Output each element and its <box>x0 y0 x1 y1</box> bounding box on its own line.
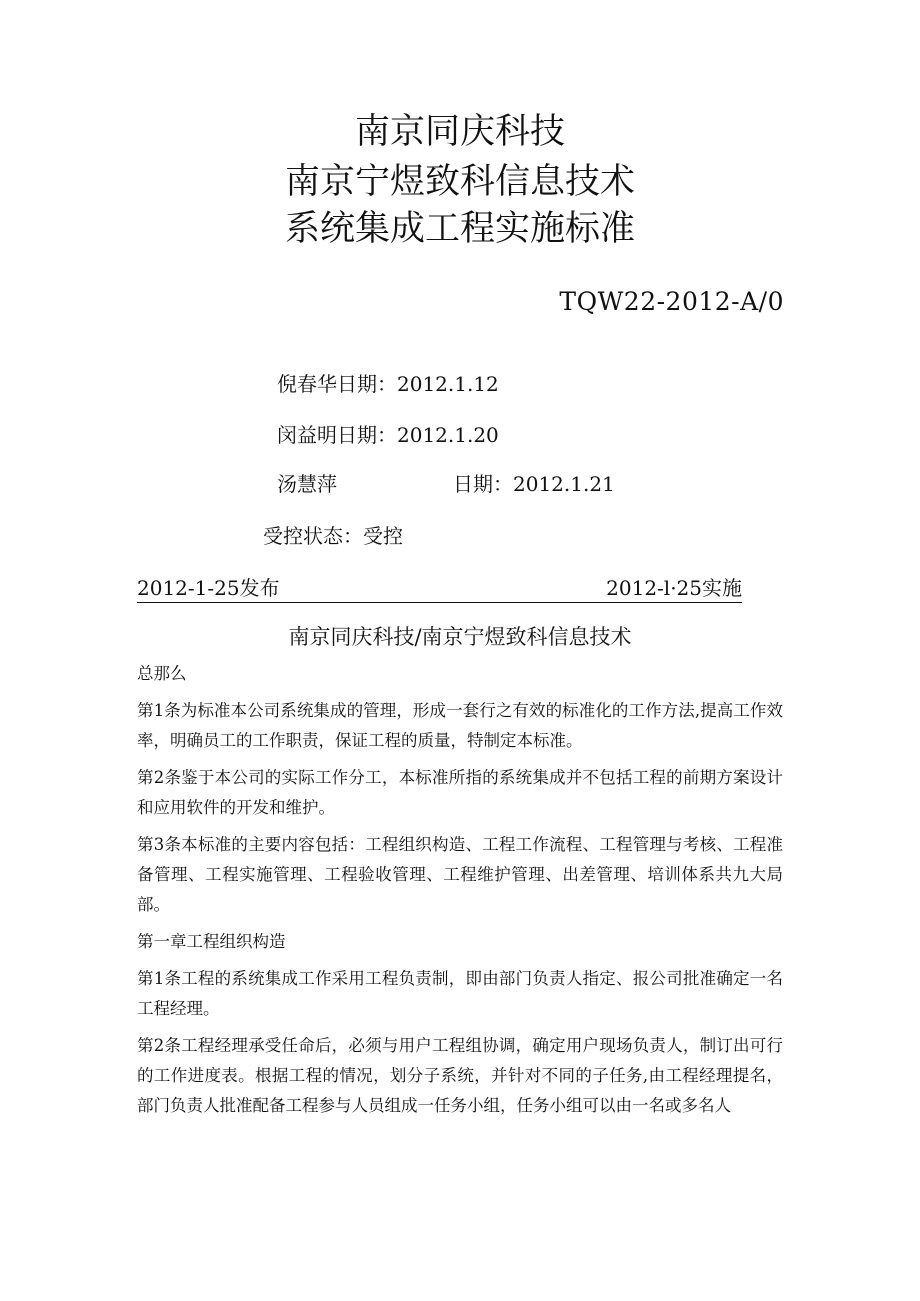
document-code: TQW22-2012-A/0 <box>559 287 784 316</box>
signoff-row-3-date: 日期：2012.1.21 <box>453 472 615 496</box>
title-line-company: 南京同庆科技 <box>354 112 565 152</box>
company-header: 南京同庆科技/南京宁煜致科信息技术 <box>288 625 632 649</box>
title-line-document: 系统集成工程实施标准 <box>284 209 635 249</box>
chapter-heading-1: 第一章工程组织构造 <box>137 932 286 951</box>
release-date: 2012-1-25发布 <box>137 576 280 600</box>
chapter-1-article-1: 第1条工程的系统集成工作采用工程负责制，即由部门负责人指定、报公司批准确定一名工程经理。 <box>137 969 783 1018</box>
signoff-row-1: 倪春华日期：2012.1.12 <box>277 372 499 396</box>
signoff-row-2: 闵益明日期：2012.1.20 <box>277 423 499 447</box>
chapter-1-article-2: 第2条工程经理承受任命后，必须与用户工程组协调，确定用户现场负责人，制订出可行的工作进度表。根据工程的情况，划分子系统，并针对不同的子任务,由工程经理提名，部门负责人批准配备工程参与人员组成一任务小组，任务小组可以由一名或多名人 <box>137 1036 783 1115</box>
title-line-company-2: 南京宁煜致科信息技术 <box>284 162 635 202</box>
release-line <box>137 574 742 603</box>
article-1: 第1条为标准本公司系统集成的管理，形成一套行之有效的标准化的工作方法,提高工作效率，明确员工的工作职责，保证工程的质量，特制定本标准。 <box>137 701 783 750</box>
article-2: 第2条鉴于本公司的实际工作分工，本标准所指的系统集成并不包括工程的前期方案设计和应用软件的开发和维护。 <box>137 768 783 817</box>
section-heading-general: 总那么 <box>137 664 187 683</box>
control-status: 受控状态：受控 <box>263 524 403 548</box>
document-body <box>137 659 783 1128</box>
signoff-row-3-name: 汤慧萍 <box>277 472 337 496</box>
article-3: 第3条本标准的主要内容包括：工程组织构造、工程工作流程、工程管理与考核、工程准备管理、工程实施管理、工程验收管理、工程维护管理、出差管理、培训体系共九大局部。 <box>137 835 783 914</box>
effective-date: 2012-l·25实施 <box>606 576 742 600</box>
